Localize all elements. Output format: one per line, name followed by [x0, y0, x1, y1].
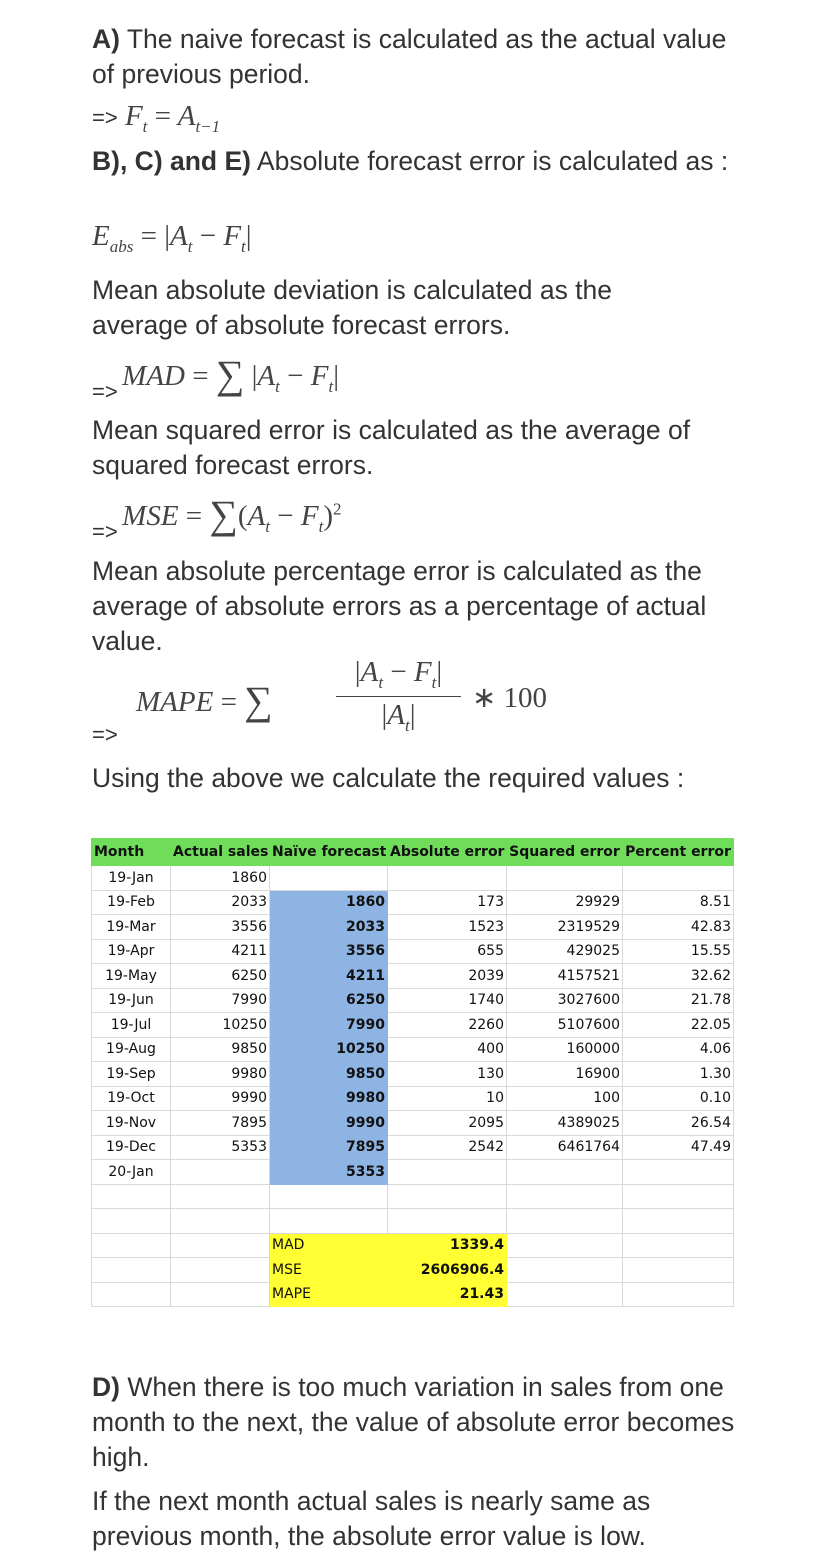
table-cell	[171, 1160, 270, 1185]
table-cell: 19-May	[92, 964, 171, 989]
table-cell: 7990	[171, 988, 270, 1013]
table-cell	[270, 866, 388, 891]
table-cell: 1523	[388, 915, 507, 940]
table-cell	[388, 1160, 507, 1185]
using-text: Using the above we calculate the required values :	[92, 763, 685, 793]
column-header: Squared error	[507, 839, 623, 866]
table-cell: 29929	[507, 890, 623, 915]
table-cell: 1860	[171, 866, 270, 891]
table-row	[92, 890, 734, 915]
table-cell: 19-Jun	[92, 988, 171, 1013]
table-row	[92, 1135, 734, 1160]
table-cell	[92, 1209, 171, 1234]
table-cell: 2033	[171, 890, 270, 915]
column-header: Actual sales	[171, 839, 270, 866]
table-cell	[507, 1184, 623, 1209]
table-cell: 2260	[388, 1013, 507, 1038]
table-cell: 19-Jan	[92, 866, 171, 891]
table-cell: 9980	[270, 1086, 388, 1111]
summary-row	[92, 1282, 734, 1307]
table-cell: 8.51	[623, 890, 734, 915]
table-cell: 2033	[270, 915, 388, 940]
part-a-text: The naive forecast is calculated as the actual value of previous period.	[92, 24, 727, 89]
summary-label: MSE	[270, 1258, 388, 1283]
table-cell: 4.06	[623, 1037, 734, 1062]
table-cell: 26.54	[623, 1111, 734, 1136]
table-cell: 19-Feb	[92, 890, 171, 915]
table-header-row	[92, 839, 734, 866]
table-cell: 22.05	[623, 1013, 734, 1038]
table-cell: 6250	[171, 964, 270, 989]
table-cell: 6461764	[507, 1135, 623, 1160]
mape-formula: => MAPE = ∑ $|A_t - F_t|$ $|A_t|$ ∗ 100	[92, 656, 548, 747]
table-row	[92, 964, 734, 989]
table-cell: 19-Apr	[92, 939, 171, 964]
table-cell: 0.10	[623, 1086, 734, 1111]
summary-label: MAD	[270, 1233, 388, 1258]
part-d	[92, 1370, 742, 1554]
table-cell: 5107600	[507, 1013, 623, 1038]
table-row	[92, 939, 734, 964]
table-cell: 173	[388, 890, 507, 915]
table-row	[92, 915, 734, 940]
table-cell: 19-Aug	[92, 1037, 171, 1062]
part-d-text: D) When there is too much variation in sales from one month to the next, the value of absolute error becomes high.	[92, 1372, 735, 1472]
mad-formula: => MAD = ∑ $|A_t - F_t|$	[92, 352, 339, 404]
table-cell	[92, 1258, 171, 1283]
table-cell	[507, 1209, 623, 1234]
table-cell	[507, 1258, 623, 1283]
summary-value: 2606906.4	[388, 1258, 507, 1283]
table-cell	[92, 1233, 171, 1258]
table-cell	[623, 1258, 734, 1283]
summary-value: 1339.4	[388, 1233, 507, 1258]
table-cell: 3556	[171, 915, 270, 940]
table-cell: 19-Dec	[92, 1135, 171, 1160]
table-cell	[270, 1184, 388, 1209]
table-cell: 19-Nov	[92, 1111, 171, 1136]
table-cell: 20-Jan	[92, 1160, 171, 1185]
table-cell: 429025	[507, 939, 623, 964]
table-cell: 10	[388, 1086, 507, 1111]
summary-value: 21.43	[388, 1282, 507, 1307]
table-cell: 10250	[171, 1013, 270, 1038]
part-bce-text: Absolute forecast error is calculated as :	[256, 146, 729, 176]
part-bce	[92, 144, 742, 179]
table-cell: 4157521	[507, 964, 623, 989]
table-cell: 100	[507, 1086, 623, 1111]
column-header: Month	[92, 839, 171, 866]
table-cell	[92, 1282, 171, 1307]
table-cell	[507, 1282, 623, 1307]
table-cell: 3556	[270, 939, 388, 964]
summary-row	[92, 1233, 734, 1258]
table-cell	[388, 1209, 507, 1234]
table-cell: 3027600	[507, 988, 623, 1013]
column-header: Naïve forecast	[270, 839, 388, 866]
mape-description: Mean absolute percentage error is calculated as the average of absolute errors as a percentage of actual value.	[92, 556, 707, 656]
table-cell	[171, 1282, 270, 1307]
table-cell: 655	[388, 939, 507, 964]
part-d-text2: If the next month actual sales is nearly same as previous month, the absolute error value is low.	[92, 1486, 651, 1551]
table-cell: 4211	[270, 964, 388, 989]
table-cell: 21.78	[623, 988, 734, 1013]
table-cell: 9850	[270, 1062, 388, 1087]
table-cell	[623, 866, 734, 891]
table-cell: 15.55	[623, 939, 734, 964]
table-cell	[388, 866, 507, 891]
table-row	[92, 988, 734, 1013]
table-cell: 160000	[507, 1037, 623, 1062]
table-row	[92, 1086, 734, 1111]
table-cell: 6250	[270, 988, 388, 1013]
table-cell: 19-Sep	[92, 1062, 171, 1087]
table-cell	[623, 1160, 734, 1185]
naive-formula: => $F_t = A_{t-1}$	[92, 100, 221, 136]
table-cell: 1.30	[623, 1062, 734, 1087]
table-row	[92, 1013, 734, 1038]
table-cell	[388, 1184, 507, 1209]
summary-label: MAPE	[270, 1282, 388, 1307]
table-cell	[623, 1184, 734, 1209]
table-row	[92, 1062, 734, 1087]
mse-description: Mean squared error is calculated as the average of squared forecast errors.	[92, 415, 691, 480]
table-cell: 2095	[388, 1111, 507, 1136]
table-cell: 1740	[388, 988, 507, 1013]
table-cell: 7990	[270, 1013, 388, 1038]
table-row	[92, 866, 734, 891]
formula-arrow: =>	[92, 105, 118, 130]
table-cell	[171, 1209, 270, 1234]
table-cell: 5353	[270, 1160, 388, 1185]
table-cell: 1860	[270, 890, 388, 915]
summary-row	[92, 1258, 734, 1283]
table-cell: 400	[388, 1037, 507, 1062]
table-cell: 9980	[171, 1062, 270, 1087]
column-header: Absolute error	[388, 839, 507, 866]
table-cell: 2039	[388, 964, 507, 989]
forecast-table	[91, 838, 734, 1307]
table-cell	[507, 1160, 623, 1185]
mad-description: Mean absolute deviation is calculated as the average of absolute forecast errors.	[92, 275, 613, 340]
table-cell: 7895	[270, 1135, 388, 1160]
table-cell: 7895	[171, 1111, 270, 1136]
table-cell	[623, 1282, 734, 1307]
table-cell: 42.83	[623, 915, 734, 940]
part-d-label: D)	[92, 1372, 120, 1402]
part-a-label: A)	[92, 24, 120, 54]
table-row	[92, 1209, 734, 1234]
table-cell: 19-Jul	[92, 1013, 171, 1038]
table-cell: 9990	[171, 1086, 270, 1111]
mse-formula: => MSE = $\sum(A_t - F_t)^2$	[92, 492, 342, 544]
table-cell	[171, 1258, 270, 1283]
table-row	[92, 1184, 734, 1209]
table-cell: 10250	[270, 1037, 388, 1062]
table-cell: 19-Mar	[92, 915, 171, 940]
table-cell: 5353	[171, 1135, 270, 1160]
table-cell: 32.62	[623, 964, 734, 989]
table-cell	[270, 1209, 388, 1234]
abs-error-formula: $E_{abs} = |A_t - F_t|$	[92, 220, 252, 256]
table-cell: 2542	[388, 1135, 507, 1160]
table-cell: 19-Oct	[92, 1086, 171, 1111]
table-cell: 4211	[171, 939, 270, 964]
table-cell	[507, 866, 623, 891]
table-cell	[171, 1184, 270, 1209]
part-a	[92, 22, 742, 92]
part-bce-label: B), C) and E)	[92, 146, 251, 176]
table-cell	[92, 1184, 171, 1209]
table-row	[92, 1160, 734, 1185]
table-cell: 9990	[270, 1111, 388, 1136]
table-cell: 130	[388, 1062, 507, 1087]
table-row	[92, 1037, 734, 1062]
table-cell	[507, 1233, 623, 1258]
table-cell: 16900	[507, 1062, 623, 1087]
table-cell: 9850	[171, 1037, 270, 1062]
table-cell	[171, 1233, 270, 1258]
table-cell: 47.49	[623, 1135, 734, 1160]
table-cell: 2319529	[507, 915, 623, 940]
table-cell	[623, 1233, 734, 1258]
table-cell	[623, 1209, 734, 1234]
column-header: Percent error	[623, 839, 734, 866]
table-cell: 4389025	[507, 1111, 623, 1136]
table-row	[92, 1111, 734, 1136]
